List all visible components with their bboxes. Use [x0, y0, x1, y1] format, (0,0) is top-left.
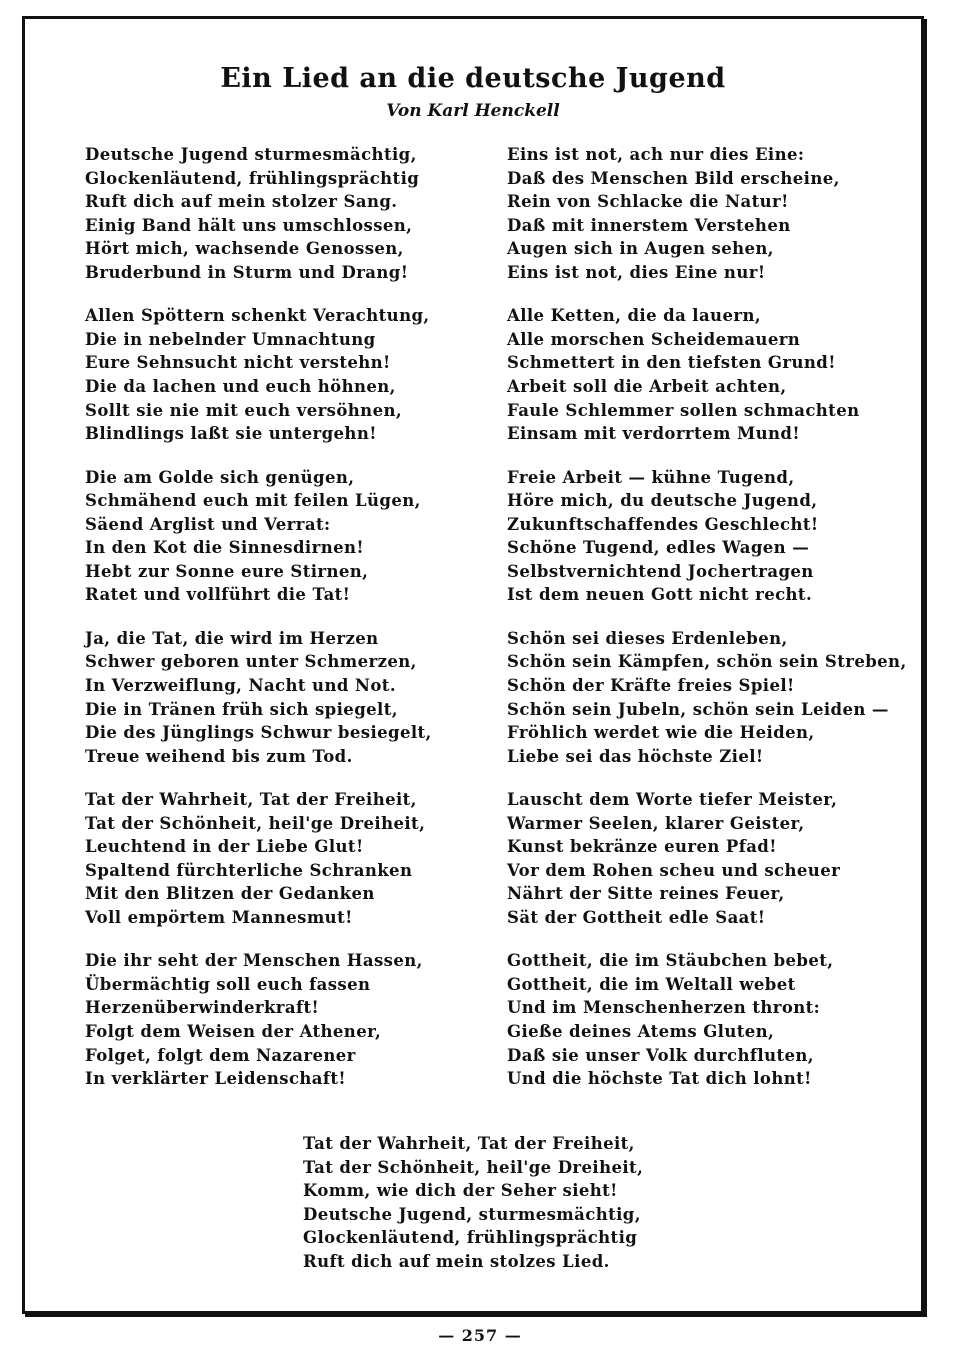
poem-author: Von Karl Henckell — [386, 101, 560, 121]
verse-line: Mit den Blitzen der Gedanken — [85, 884, 375, 904]
verse-line: Und im Menschenherzen thront: — [507, 998, 821, 1018]
verse-line: Lauscht dem Worte tiefer Meister, — [507, 790, 838, 809]
verse-line: Sät der Gottheit edle Saat! — [507, 907, 766, 927]
verse-line: Die des Jünglings Schwur besiegelt, — [85, 723, 432, 743]
verse-line: Schmettert in den tiefsten Grund! — [507, 353, 836, 373]
verse-line: Herzenüberwinderkraft! — [85, 998, 320, 1018]
verse-line: Deutsche Jugend, sturmesmächtig, — [303, 1204, 641, 1224]
right-column — [507, 143, 927, 1111]
verse-line: Tat der Wahrheit, Tat der Freiheit, — [303, 1134, 635, 1153]
verse-line: Alle morschen Scheidemauern — [507, 329, 801, 349]
verse-line: Vor dem Rohen scheu und scheuer — [507, 860, 841, 880]
verse-line: Schön sei dieses Erdenleben, — [507, 628, 788, 648]
verse-line: Tat der Schönheit, heil'ge Dreiheit, — [303, 1157, 644, 1177]
verse-line: Zukunftschaffendes Geschlecht! — [507, 514, 819, 534]
verse-line: Schöne Tugend, edles Wagen — — [507, 538, 810, 558]
verse-line: Nährt der Sitte reines Feuer, — [507, 884, 785, 904]
verse-line: Glockenläutend, frühlingsprächtig — [85, 168, 420, 188]
verse-line: Ratet und vollführt die Tat! — [85, 585, 351, 605]
page-frame — [22, 16, 924, 1314]
verse-line: Einig Band hält uns umschlossen, — [85, 215, 413, 235]
verse-line: Ist dem neuen Gott nicht recht. — [507, 585, 813, 605]
poem-title: Ein Lied an die deutsche Jugend — [220, 63, 726, 94]
verse-line: Leuchtend in der Liebe Glut! — [85, 837, 364, 857]
verse-line: Die in nebelnder Umnachtung — [85, 329, 376, 349]
verse-line: Deutsche Jugend sturmesmächtig, — [85, 145, 417, 164]
verse-line: Übermächtig soll euch fassen — [85, 974, 371, 994]
verse-line: Schön der Kräfte freies Spiel! — [507, 675, 795, 695]
verse-line: Sollt sie nie mit euch versöhnen, — [85, 400, 403, 420]
verse-line: Eins ist not, dies Eine nur! — [507, 262, 766, 282]
verse-line: In den Kot die Sinnesdirnen! — [85, 538, 365, 558]
verse-line: Glockenläutend, frühlingsprächtig — [303, 1228, 638, 1248]
stanza — [507, 627, 927, 769]
verse-line: Augen sich in Augen sehen, — [507, 239, 774, 259]
stanza — [85, 949, 505, 1091]
verse-line: Folget, folgt dem Nazarener — [85, 1045, 356, 1065]
verse-line: Rein von Schlacke die Natur! — [507, 192, 789, 212]
verse-line: Gottheit, die im Weltall webet — [507, 974, 796, 994]
verse-line: In verklärter Leidenschaft! — [85, 1069, 347, 1089]
verse-line: In Verzweiflung, Nacht und Not. — [85, 675, 396, 695]
verse-line: Warmer Seelen, klarer Geister, — [507, 813, 805, 833]
stanza — [85, 304, 505, 446]
verse-line: Hört mich, wachsende Genossen, — [85, 239, 404, 259]
verse-line: Schwer geboren unter Schmerzen, — [85, 652, 417, 672]
verse-line: Schön sein Jubeln, schön sein Leiden — — [507, 699, 889, 719]
verse-line: Folgt dem Weisen der Athener, — [85, 1022, 382, 1042]
verse-line: Schmähend euch mit feilen Lügen, — [85, 491, 421, 511]
verse-line: Kunst bekränze euren Pfad! — [507, 837, 777, 857]
verse-line: Daß mit innerstem Verstehen — [507, 215, 791, 235]
verse-line: Komm, wie dich der Seher sieht! — [303, 1181, 618, 1201]
verse-line: Ruft dich auf mein stolzes Lied. — [303, 1251, 610, 1271]
stanza — [507, 304, 927, 446]
verse-line: Alle Ketten, die da lauern, — [507, 306, 761, 326]
verse-line: Arbeit soll die Arbeit achten, — [507, 377, 787, 397]
stanza — [507, 466, 927, 608]
verse-line: Freie Arbeit — kühne Tugend, — [507, 467, 795, 487]
verse-line: Und die höchste Tat dich lohnt! — [507, 1069, 812, 1089]
page-number: — 257 — — [438, 1326, 522, 1345]
verse-line: Blindlings laßt sie untergehn! — [85, 424, 377, 444]
verse-line: Ruft dich auf mein stolzer Sang. — [85, 192, 398, 212]
verse-line: Voll empörtem Mannesmut! — [85, 907, 353, 927]
verse-line: Treue weihend bis zum Tod. — [85, 746, 353, 766]
stanza — [85, 627, 505, 769]
verse-line: Ja, die Tat, die wird im Herzen — [85, 628, 379, 648]
final-stanza — [303, 1132, 723, 1274]
verse-line: Eure Sehnsucht nicht verstehn! — [85, 353, 391, 373]
verse-line: Gieße deines Atems Gluten, — [507, 1022, 775, 1042]
verse-line: Allen Spöttern schenkt Verachtung, — [85, 306, 430, 326]
verse-line: Einsam mit verdorrtem Mund! — [507, 424, 800, 444]
verse-line: Die da lachen und euch höhnen, — [85, 377, 396, 397]
stanza — [507, 788, 927, 930]
verse-line: Hebt zur Sonne eure Stirnen, — [85, 561, 369, 581]
verse-line: Selbstvernichtend Jochertragen — [507, 561, 814, 581]
verse-line: Bruderbund in Sturm und Drang! — [85, 262, 409, 282]
verse-line: Liebe sei das höchste Ziel! — [507, 746, 764, 766]
verse-line: Säend Arglist und Verrat: — [85, 514, 331, 534]
verse-line: Tat der Schönheit, heil'ge Dreiheit, — [85, 813, 426, 833]
verse-line: Faule Schlemmer sollen schmachten — [507, 400, 860, 420]
verse-line: Schön sein Kämpfen, schön sein Streben, — [507, 652, 907, 672]
stanza — [507, 143, 927, 285]
stanza — [85, 466, 505, 608]
verse-line: Höre mich, du deutsche Jugend, — [507, 491, 818, 511]
stanza — [85, 143, 505, 285]
verse-line: Fröhlich werdet wie die Heiden, — [507, 723, 815, 743]
verse-line: Eins ist not, ach nur dies Eine: — [507, 145, 805, 164]
verse-line: Die ihr seht der Menschen Hassen, — [85, 951, 423, 971]
left-column — [85, 143, 505, 1111]
verse-line: Die am Golde sich genügen, — [85, 467, 355, 487]
stanza — [507, 949, 927, 1091]
stanza — [85, 788, 505, 930]
verse-line: Daß sie unser Volk durchfluten, — [507, 1045, 814, 1065]
verse-line: Gottheit, die im Stäubchen bebet, — [507, 951, 834, 971]
verse-line: Die in Tränen früh sich spiegelt, — [85, 699, 398, 719]
verse-line: Daß des Menschen Bild erscheine, — [507, 168, 840, 188]
verse-line: Spaltend fürchterliche Schranken — [85, 860, 413, 880]
verse-line: Tat der Wahrheit, Tat der Freiheit, — [85, 790, 417, 809]
